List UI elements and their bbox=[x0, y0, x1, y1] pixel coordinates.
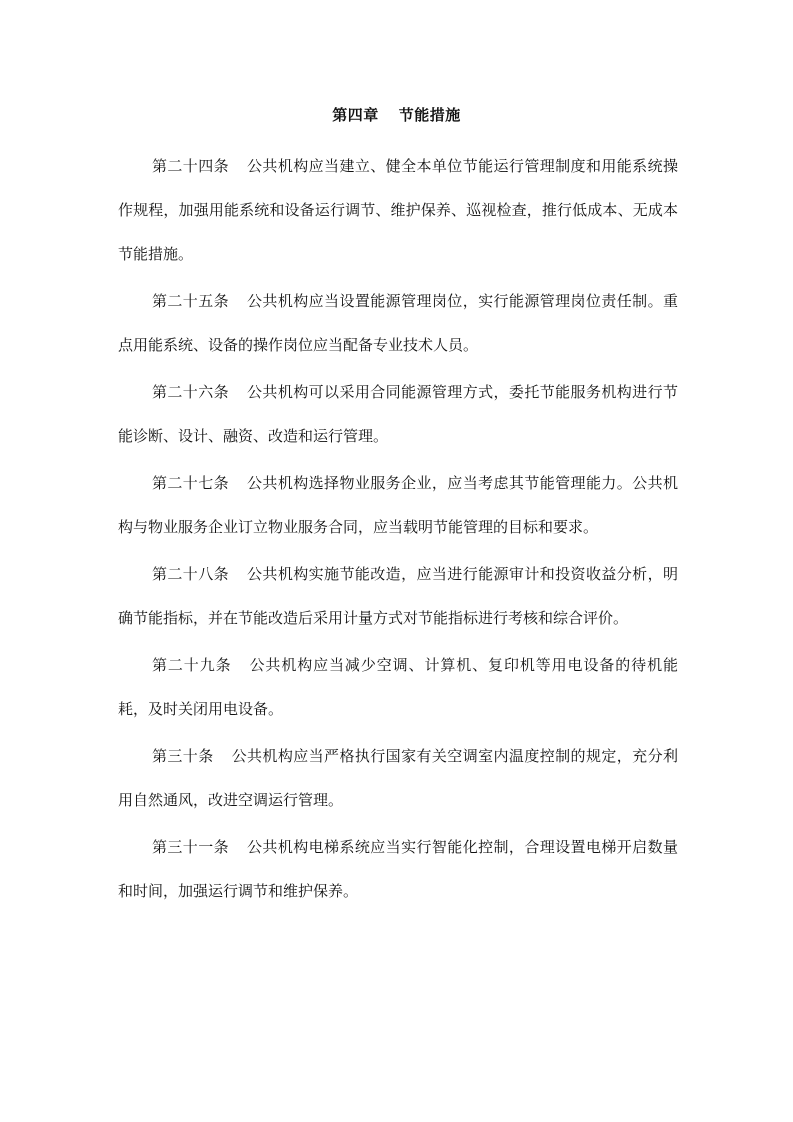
chapter-heading bbox=[0, 104, 793, 126]
article-number: 第二十五条 bbox=[152, 292, 230, 310]
article-text: 公共机构电梯系统应当实行智能化控制，合理设置电梯开启数量和时间，加强运行调节和维护保养。 bbox=[118, 838, 678, 900]
article-29 bbox=[118, 643, 678, 731]
article-25 bbox=[118, 279, 678, 367]
article-text: 公共机构应当建立、健全本单位节能运行管理制度和用能系统操作规程，加强用能系统和设备运行调节、维护保养、巡视检查，推行低成本、无成本节能措施。 bbox=[118, 157, 678, 263]
article-text: 公共机构应当严格执行国家有关空调室内温度控制的规定，充分利用自然通风，改进空调运行管理。 bbox=[118, 747, 678, 809]
article-text: 公共机构可以采用合同能源管理方式，委托节能服务机构进行节能诊断、设计、融资、改造和运行管理。 bbox=[118, 383, 678, 445]
chapter-number: 第四章 bbox=[332, 106, 379, 124]
chapter-title: 节能措施 bbox=[398, 106, 461, 124]
article-number: 第二十六条 bbox=[152, 383, 230, 401]
article-text: 公共机构应当减少空调、计算机、复印机等用电设备的待机能耗，及时关闭用电设备。 bbox=[118, 656, 678, 718]
article-text: 公共机构应当设置能源管理岗位，实行能源管理岗位责任制。重点用能系统、设备的操作岗位应当配备专业技术人员。 bbox=[118, 292, 678, 354]
article-text: 公共机构实施节能改造，应当进行能源审计和投资收益分析，明确节能指标，并在节能改造后采用计量方式对节能指标进行考核和综合评价。 bbox=[118, 565, 678, 627]
article-number: 第三十一条 bbox=[152, 838, 230, 856]
article-number: 第二十八条 bbox=[152, 565, 230, 583]
article-number: 第二十九条 bbox=[152, 656, 232, 674]
article-number: 第三十条 bbox=[152, 747, 214, 765]
article-28 bbox=[118, 552, 678, 640]
article-26 bbox=[118, 370, 678, 458]
article-27 bbox=[118, 461, 678, 549]
articles-body bbox=[118, 144, 678, 913]
article-31 bbox=[118, 825, 678, 913]
article-24 bbox=[118, 144, 678, 276]
article-30 bbox=[118, 734, 678, 822]
article-number: 第二十七条 bbox=[152, 474, 230, 492]
article-number: 第二十四条 bbox=[152, 157, 230, 175]
article-text: 公共机构选择物业服务企业，应当考虑其节能管理能力。公共机构与物业服务企业订立物业服务合同，应当载明节能管理的目标和要求。 bbox=[118, 474, 678, 536]
